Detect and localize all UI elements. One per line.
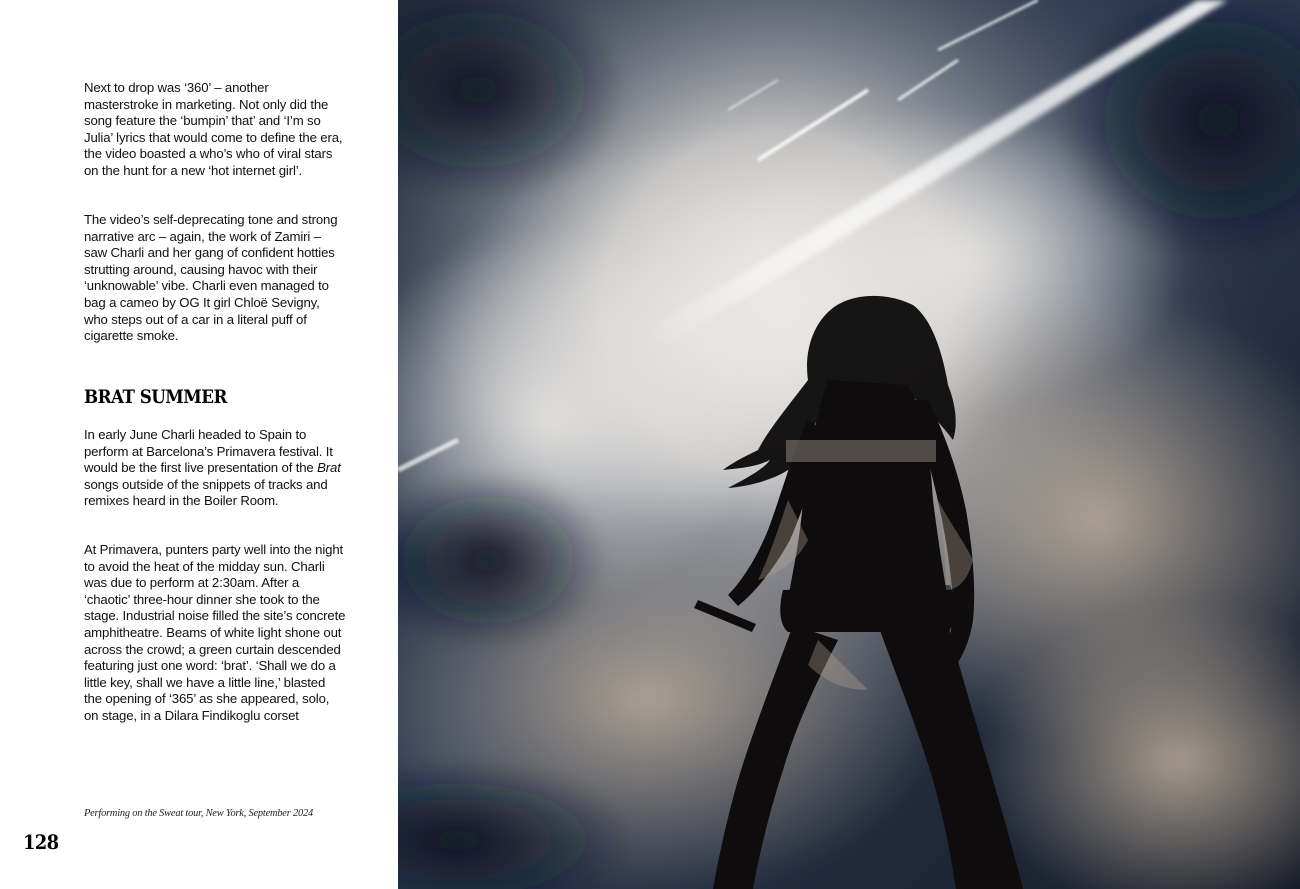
- section-heading: BRAT SUMMER: [84, 386, 227, 408]
- article-paragraph: Next to drop was ‘360’ – another masterstroke in marketing. Not only did the song feature the ‘bumpin’ that’ and ‘I’m so Julia’ lyrics that would come to define the era, the video boasted a who’s who of viral stars on the hunt for a new ‘hot internet girl’.: [84, 80, 343, 178]
- article-paragraph: The video’s self-deprecating tone and strong narrative arc – again, the work of Zamiri – saw Charli and her gang of confident hotties strutting around, causing havoc with their ‘unknowable’ vibe. Charli even managed to bag a cameo by OG It girl Chloë Sevigny, who steps out of a car in a literal puff of cigarette smoke.: [84, 212, 338, 344]
- concert-photo-illustration: [398, 0, 1300, 889]
- page-number: 128: [23, 830, 59, 854]
- text-column: [0, 0, 398, 889]
- photo-caption: Performing on the Sweat tour, New York, September 2024: [84, 808, 313, 819]
- concert-photo: [398, 0, 1300, 889]
- article-paragraph: [84, 427, 346, 510]
- album-title-italic: Brat: [317, 460, 341, 476]
- paragraph-text: songs outside of the snippets of tracks and remixes heard in the Boiler Room.: [84, 476, 328, 509]
- paragraph-text: In early June Charli headed to Spain to perform at Barcelona’s Primavera festival. It would be the first live presentation of the: [84, 427, 333, 476]
- article-paragraph: At Primavera, punters party well into the night to avoid the heat of the midday sun. Charli was due to perform at 2:30am. After a ‘chaotic’ three-hour dinner she took to the stage. Industrial noise filled the site’s concrete amphitheatre. Beams of white light shone out across the crowd; a green curtain descended featuring just one word: ‘brat’. ‘Shall we do a little key, shall we have a little line,’ blasted the opening of ‘365’ as she appeared, solo, on stage, in a Dilara Findikoglu corset: [84, 542, 346, 723]
